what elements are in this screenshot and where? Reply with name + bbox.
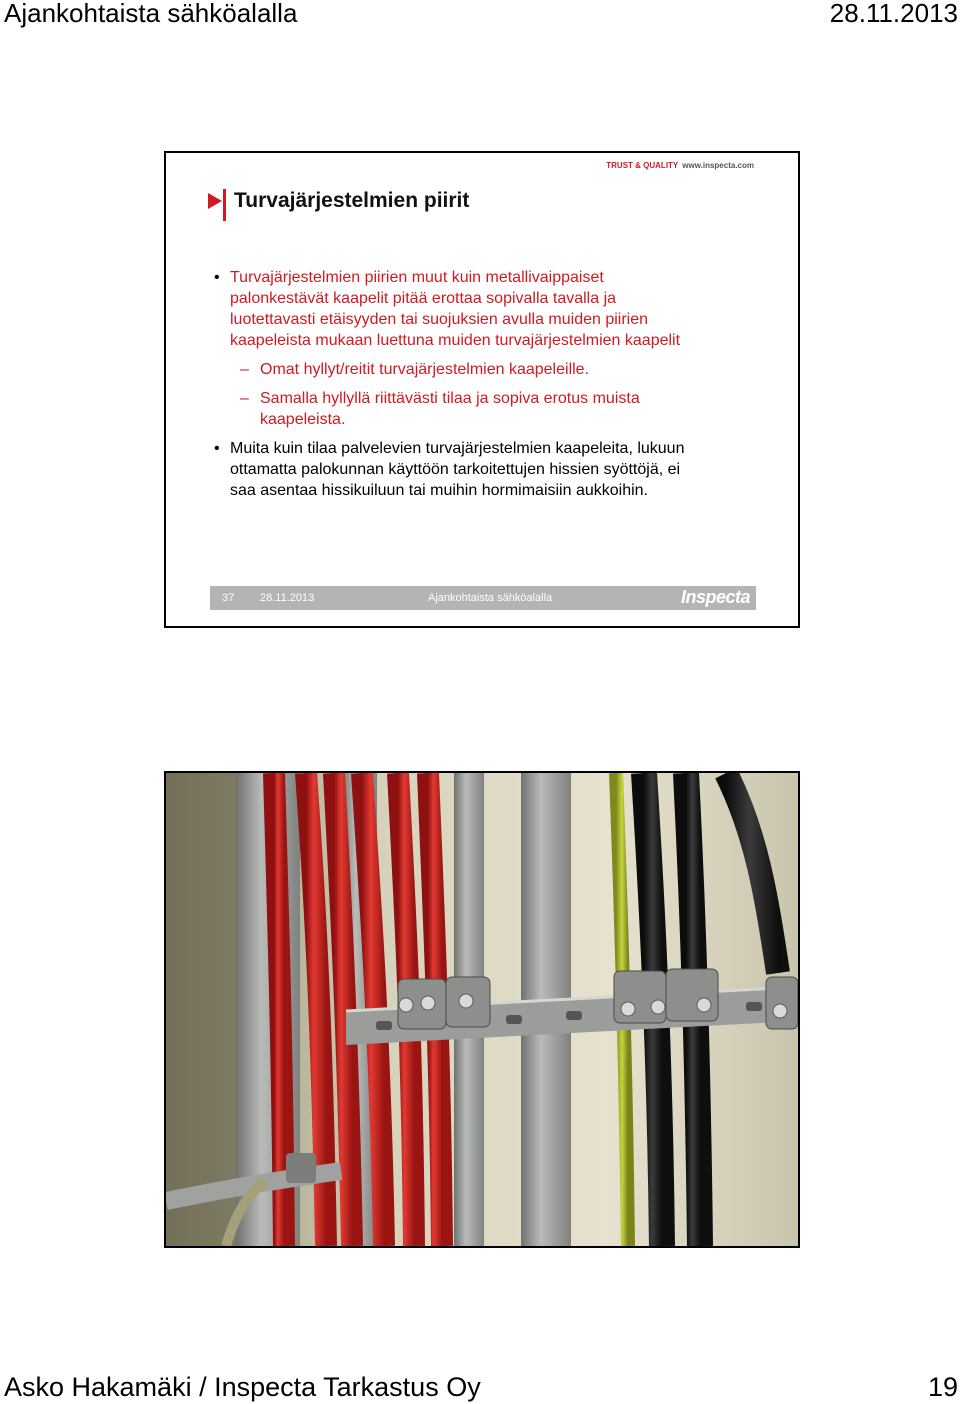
slide-content bbox=[214, 267, 774, 501]
sub-bullet-1 bbox=[214, 359, 774, 380]
tagline-trust: TRUST & QUALITY bbox=[606, 161, 679, 170]
title-flag-icon bbox=[208, 187, 228, 221]
slide-number: 37 bbox=[222, 592, 235, 604]
cable-installation-photo bbox=[164, 771, 800, 1248]
bullet-1-line: palonkestävät kaapelit pitää erottaa sopivalla tavalla ja bbox=[230, 290, 617, 307]
page-footer-author: Asko Hakamäki / Inspecta Tarkastus Oy bbox=[4, 1372, 481, 1402]
bullet-2-line: ottamatta palokunnan käyttöön tarkoitettujen hissien syöttöjä, ei bbox=[230, 461, 681, 478]
bullet-2 bbox=[214, 438, 774, 501]
slide bbox=[164, 151, 800, 628]
dash-marker: – bbox=[240, 361, 249, 378]
inspecta-logo: Inspecta bbox=[680, 587, 750, 607]
photo-illustration bbox=[166, 773, 798, 1246]
bullet-1-line: kaapeleista mukaan luettuna muiden turvajärjestelmien kaapelit bbox=[230, 332, 681, 349]
sub-bullet-2-line: kaapeleista. bbox=[260, 411, 346, 428]
slide-footer-title: Ajankohtaista sähköalalla bbox=[428, 592, 553, 604]
page-header-date: 28.11.2013 bbox=[829, 0, 958, 28]
slide-footer-bar bbox=[210, 586, 756, 610]
bullet-2-line: • Muita kuin tilaa palvelevien turvajärjestelmien kaapeleita, lukuun bbox=[230, 440, 685, 457]
slide-title: Turvajärjestelmien piirit bbox=[234, 189, 470, 212]
page-number: 19 bbox=[927, 1372, 958, 1402]
sub-bullet-1-text: Omat hyllyt/reitit turvajärjestelmien kaapeleille. bbox=[260, 361, 590, 378]
slide-footer-date: 28.11.2013 bbox=[260, 592, 315, 604]
tagline-url: www.inspecta.com bbox=[682, 161, 754, 170]
page-header-title: Ajankohtaista sähköalalla bbox=[4, 0, 298, 28]
bullet-1-line: • Turvajärjestelmien piirien muut kuin metallivaippaiset bbox=[230, 269, 604, 286]
bullet-2-line: saa asentaa hissikuiluun tai muihin hormimaisiin aukkoihin. bbox=[230, 482, 648, 499]
sub-bullet-2-line: Samalla hyllyllä riittävästi tilaa ja sopiva erotus muista bbox=[260, 390, 640, 407]
sub-bullet-2 bbox=[214, 388, 774, 430]
tagline bbox=[606, 161, 754, 170]
bullet-1-line: luotettavasti etäisyyden tai suojuksien avulla muiden piirien bbox=[230, 311, 649, 328]
dash-marker: – bbox=[240, 390, 249, 407]
bullet-1 bbox=[214, 267, 774, 351]
